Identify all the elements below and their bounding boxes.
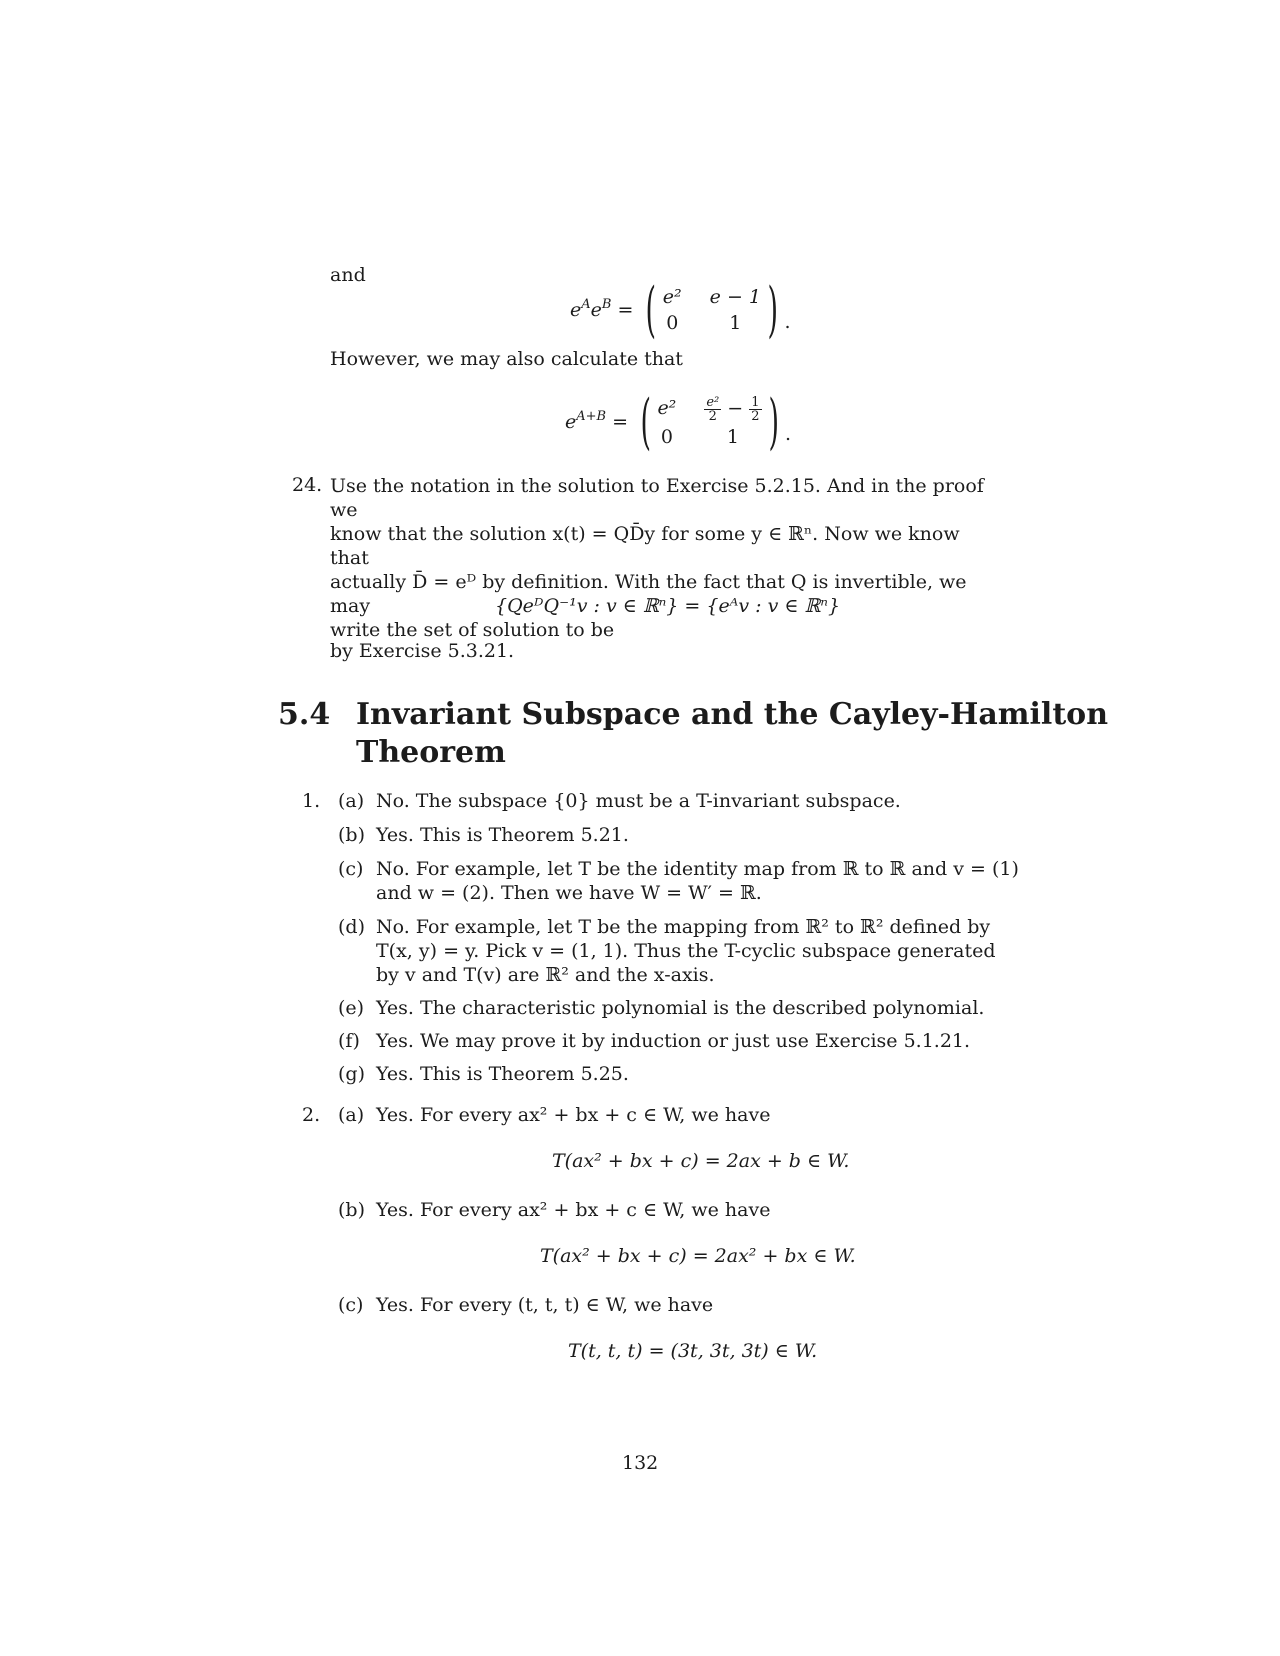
subitem-text: No. For example, let T be the mapping from ℝ² to ℝ² defined by T(x, y) = y. Pick v = (1, 1). Thus the T-cyclic subspace generated by v and T(v) are ℝ² and the x-axis.	[376, 916, 996, 986]
subitem-text: No. For example, let T be the identity map from ℝ to ℝ and v = (1) and w = (2). Then we have W = W′ = ℝ.	[376, 858, 1019, 904]
eq1-matrix	[663, 285, 761, 335]
eq-eA+B	[565, 387, 791, 457]
subitem-text: Yes. This is Theorem 5.21.	[376, 824, 629, 846]
matrix-cell: e − 1	[709, 286, 762, 308]
subitem-text: Yes. The characteristic polynomial is the described polynomial.	[376, 997, 985, 1019]
paragraph-line: Use the notation in the solution to Exercise 5.2.15. And in the proof we	[330, 475, 984, 521]
item24-display-equation: {QeᴰQ⁻¹v : v ∈ ℝⁿ} = {eᴬv : v ∈ ℝⁿ}	[495, 595, 841, 617]
subitem-text: Yes. We may prove it by induction or just use Exercise 5.1.21.	[376, 1030, 971, 1052]
paragraph-line: write the set of solution to be	[330, 619, 615, 641]
matrix-cell: 1	[729, 312, 742, 334]
eq2-matrix	[657, 396, 761, 449]
q2c-display-equation: T(t, t, t) = (3t, 3t, 3t) ∈ W.	[568, 1340, 818, 1362]
eq-eAeB	[570, 275, 791, 345]
subitem-text: Yes. This is Theorem 5.25.	[376, 1063, 629, 1085]
eq2-end: .	[784, 423, 791, 445]
right-paren: )	[767, 387, 779, 457]
subitem-label: (a)	[338, 1104, 365, 1126]
subitem-text: Yes. For every (t, t, t) ∈ W, we have	[376, 1294, 714, 1316]
page-number: 132	[622, 1452, 659, 1474]
section-title-line2: Theorem	[356, 735, 506, 770]
however-text: However, we may also calculate that	[330, 348, 683, 370]
section-number: 5.4	[278, 697, 331, 732]
paragraph-line: actually D̄ = eᴰ by definition. With the fact that Q is invertible, we may	[330, 571, 967, 617]
matrix-cell: 0	[666, 312, 679, 334]
subitem-text: No. The subspace {0} must be a T-invariant subspace.	[376, 790, 901, 812]
question-number: 1.	[302, 790, 321, 812]
subitem-label: (c)	[338, 1294, 364, 1316]
eq2-equals: =	[612, 411, 629, 433]
paragraph-line: know that the solution x(t) = QD̄y for some y ∈ ℝⁿ. Now we know that	[330, 523, 960, 569]
right-paren: )	[767, 275, 778, 345]
eq1-equals: =	[617, 299, 634, 321]
q2b-display-equation: T(ax² + bx + c) = 2ax² + bx ∈ W.	[540, 1245, 856, 1267]
subitem-label: (b)	[338, 824, 365, 846]
q2a-display-equation: T(ax² + bx + c) = 2ax + b ∈ W.	[552, 1150, 850, 1172]
matrix-cell: 1	[726, 425, 739, 448]
subitem-label: (f)	[338, 1030, 360, 1052]
subitem-label: (d)	[338, 916, 365, 938]
eq1-lhs: $e^Ae^B$	[570, 297, 612, 321]
matrix-cell: e²	[662, 286, 682, 308]
subitem-label: (e)	[338, 997, 365, 1019]
question-number: 2.	[302, 1104, 321, 1126]
eq1-end: .	[784, 311, 791, 333]
matrix-cell-fraction: $\frac{\text{e²}}{2}$ − $\frac{1}{2}$	[706, 394, 760, 424]
subitem-label: (g)	[338, 1063, 365, 1085]
eq2-lhs: $e^{A+B}$	[565, 409, 607, 433]
item24-tail: by Exercise 5.3.21.	[330, 640, 515, 662]
section-title-line1: Invariant Subspace and the Cayley-Hamilton	[356, 697, 1109, 732]
subitem-text: Yes. For every ax² + bx + c ∈ W, we have	[376, 1199, 771, 1221]
subitem-label: (a)	[338, 790, 365, 812]
and-label: and	[330, 264, 366, 286]
matrix-cell: e²	[657, 396, 677, 419]
item-number: 24.	[292, 474, 323, 496]
subitem-label: (c)	[338, 858, 364, 880]
subitem-label: (b)	[338, 1199, 365, 1221]
matrix-cell: 0	[660, 425, 673, 448]
subitem-text: Yes. For every ax² + bx + c ∈ W, we have	[376, 1104, 771, 1126]
left-paren: (	[640, 387, 651, 457]
left-paren: (	[645, 275, 657, 345]
